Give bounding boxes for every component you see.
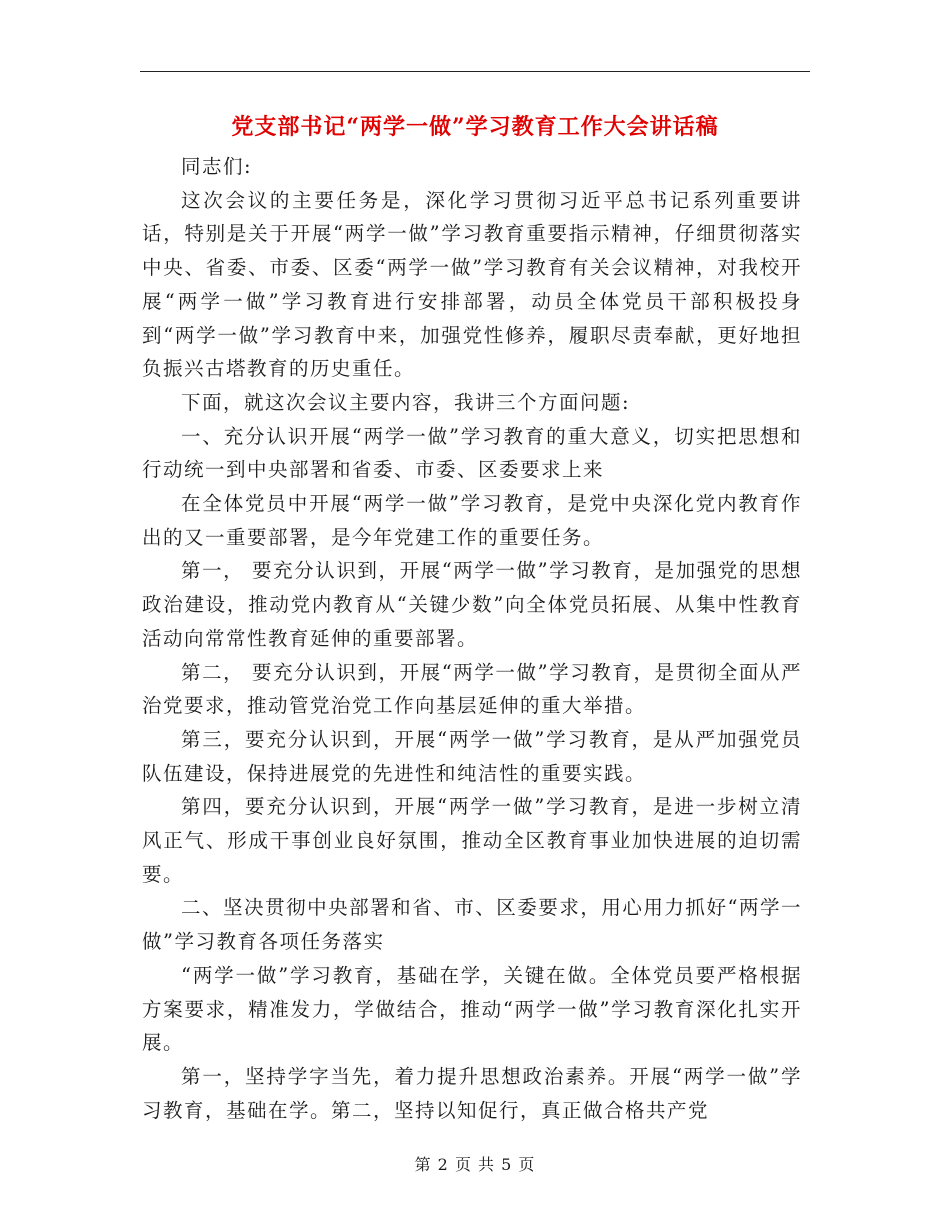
document-title: 党支部书记“两学一做”学习教育工作大会讲话稿 xyxy=(231,114,719,140)
salutation: 同志们: xyxy=(181,155,253,178)
document-body xyxy=(142,150,802,1127)
page-number: 第 2 页 共 5 页 xyxy=(414,1155,536,1174)
paragraph: 这次会议的主要任务是，深化学习贯彻习近平总书记系列重要讲话，特别是关于开展“两学一做”学习教育重要指示精神，仔细贯彻落实中央、省委、市委、区委“两学一做”学习教育有关会议精神，对我校开展“两学一做”学习教育进行安排部署，动员全体党员干部积极投身到“两学一做”学习教育中来，加强党性修养，履职尽责奉献，更好地担负振兴古塔教育的历史重任。 xyxy=(142,188,802,381)
section-heading: 一、充分认识开展“两学一做”学习教育的重大意义，切实把思想和行动统一到中央部署和省委、市委、区委要求上来 xyxy=(142,424,802,482)
paragraph: 第一，坚持学字当先，着力提升思想政治素养。开展“两学一做”学习教育，基础在学。第二，坚持以知促行，真正做合格共产党 xyxy=(142,1064,802,1122)
paragraph: 第二， 要充分认识到，开展“两学一做”学习教育，是贯彻全面从严治党要求，推动管党治党工作向基层延伸的重大举措。 xyxy=(142,660,802,718)
section-heading: 二、坚决贯彻中央部署和省、市、区委要求，用心用力抓好“两学一做”学习教育各项任务落实 xyxy=(142,896,802,954)
paragraph: “两学一做”学习教育，基础在学，关键在做。全体党员要严格根据方案要求，精准发力，学做结合，推动“两学一做”学习教育深化扎实开展。 xyxy=(142,963,802,1055)
paragraph: 在全体党员中开展“两学一做”学习教育，是党中央深化党内教育作出的又一重要部署，是今年党建工作的重要任务。 xyxy=(142,492,802,549)
paragraph: 第四，要充分认识到，开展“两学一做”学习教育，是进一步树立清风正气、形成干事创业良好氛围，推动全区教育事业加快进展的迫切需要。 xyxy=(142,795,802,886)
header-rule xyxy=(140,71,810,72)
paragraph: 第三，要充分认识到，开展“两学一做”学习教育，是从严加强党员队伍建设，保持进展党的先进性和纯洁性的重要实践。 xyxy=(142,727,802,785)
paragraph: 第一， 要充分认识到，开展“两学一做”学习教育，是加强党的思想政治建设，推动党内教育从“关键少数”向全体党员拓展、从集中性教育活动向常常性教育延伸的重要部署。 xyxy=(142,559,802,650)
paragraph: 下面，就这次会议主要内容，我讲三个方面问题: xyxy=(181,390,631,414)
